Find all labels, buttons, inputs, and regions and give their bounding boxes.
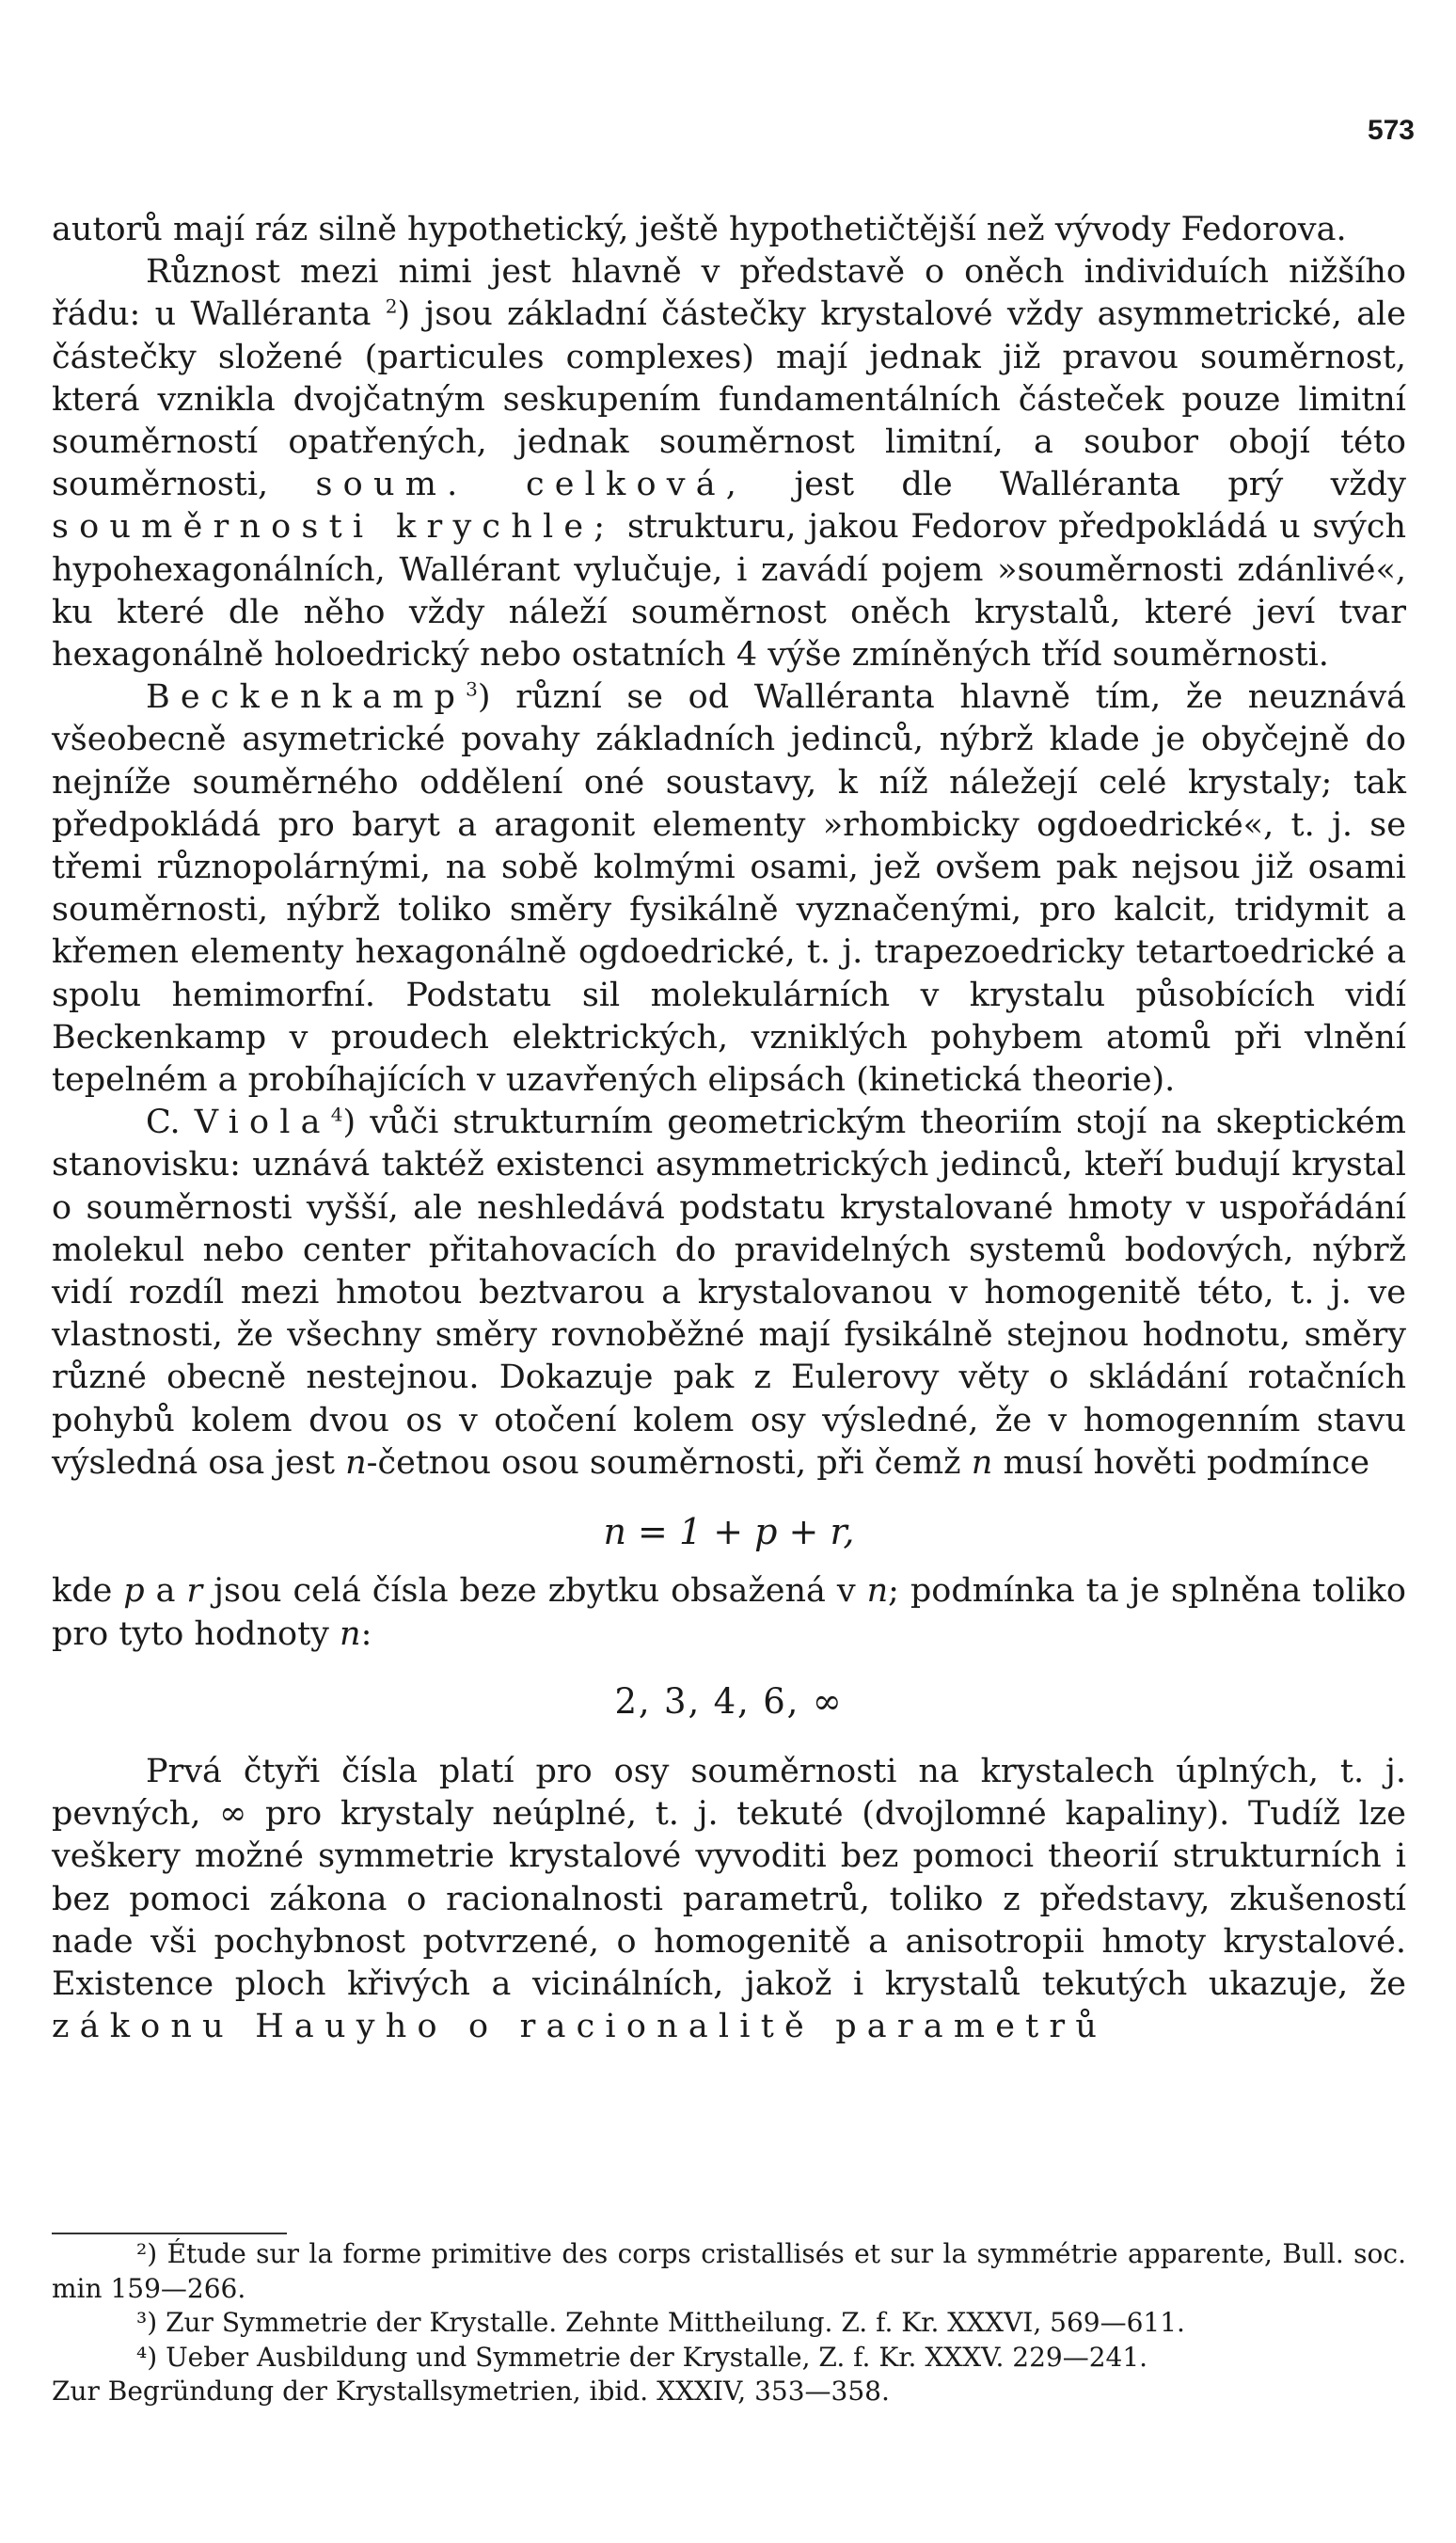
footnote-text: Ueber Ausbildung und Symmetrie der Krystalle, Z. f. Kr. XXXV. 229—241. (166, 2341, 1148, 2373)
paragraph-5-text-a: kde (52, 1572, 113, 1611)
footnote-4 (52, 2341, 1406, 2376)
spaced-term-celkova: soum. celková, (315, 466, 748, 504)
paragraph-4-text-b: -četnou osou souměrnosti, při čemž (366, 1443, 961, 1482)
paragraph-4-text-c: musí hověti podmínce (1003, 1443, 1370, 1482)
footnote-mark: ³) (136, 2307, 158, 2338)
paragraph-6-text: Prvá čtyři čísla platí pro osy souměrnosti na krystalech úplných, t. j. pevných, ∞ pro krystaly neúplné, t. j. tekuté (dvojlomné kapaliny). Tudíž lze veškery možné symmetrie krystalové vyvoditi bez pomoci theorií strukturních i bez pomoci zákona o racionalnosti parametrů, toliko z představy, zkušeností nade vši pochybnost potvrzené, o homogenitě a anisotropii hmoty krystalové. Existence ploch křivých a vicinálních, jakož i krystalů tekutých ukazuje, že (52, 1752, 1406, 2003)
variable-n: n (866, 1572, 889, 1611)
footnote-4-continued (52, 2375, 1406, 2409)
footnote-ref-3: 3 (466, 677, 478, 701)
paragraph-4-text-a: ) vůči strukturním geometrickým theoriím stojí na skeptickém stanovisku: uznává taktéž existenci asymmetrických jedinců, kteří budují krystal o souměrnosti vyšší, ale neshledává podstatu krystalované hmoty v uspořádání molekul nebo center přitahovacích do pravidelných systemů bodových, nýbrž vidí rozdíl mezi hmotou beztvarou a krystalovanou v homogenitě této, t. j. ve vlastnosti, že všechny směry rovnoběžné mají fysikálně stejnou hodnotu, směry různé obecně nestejnou. Dokazuje pak z Eulerovy věty o skládání rotačních pohybů kolem dvou os v otočení kolem osy výsledné, že v homogenním stavu výsledná osa jest (52, 1104, 1406, 1482)
paragraph-5-text-c: jsou celá čísla beze zbytku obsažená v (214, 1572, 856, 1611)
symmetry-values: 2, 3, 4, 6, ∞ (614, 1680, 844, 1722)
body-text (52, 209, 1406, 2048)
footnote-mark: ⁴) (136, 2341, 158, 2373)
footnote-divider (52, 2233, 287, 2234)
paragraph-2-text-c: jest dle Walléranta prý vždy (794, 466, 1406, 504)
variable-n: n (971, 1443, 993, 1482)
spaced-term-krychle: souměrnosti krychle; (52, 508, 616, 547)
paragraph-3 (52, 676, 1406, 1102)
spaced-term-hauy-law: zákonu Hauyho o racionalitě parametrů (52, 2008, 1108, 2046)
footnote-2 (52, 2237, 1406, 2306)
paragraph-5-text-b: a (155, 1572, 176, 1611)
spaced-name-viola: Viola (194, 1104, 331, 1142)
footnotes (52, 2237, 1406, 2409)
paragraph-2-text-a: Různost mezi nimi jest hlavně v představě o oněch individuích nižšího řádu: u Walléranta (52, 253, 1406, 334)
paragraph-5 (52, 1570, 1406, 1655)
formula: n = 1 + p + r, (603, 1511, 855, 1553)
paragraph-1-text: autorů mají ráz silně hypothetický, ještě hypothetičtější než vývody Fedorova. (52, 211, 1347, 248)
paragraph-2-text-d: strukturu, jakou Fedorov předpokládá u svých hypohexagonálních, Wallérant vylučuje, i zavádí pojem »souměrnosti zdánlivé«, ku které dle něho vždy náleží souměrnost oněch krystalů, které jeví tvar hexagonálně holoedrický nebo ostatních 4 výše zmíněných tříd souměrnosti. (52, 508, 1406, 675)
paragraph-2 (52, 251, 1406, 676)
paragraph-2-text-b: ) jsou základní částečky krystalové vždy asymmetrické, ale částečky složené (particules complexes) mají jednak již pravou souměrnost, která vznikla dvojčatným seskupením fundamentálních částeček pouze limitní souměrností opatřených, jednak souměrnost limitní, a soubor obojí této souměrnosti, (52, 295, 1406, 504)
paragraph-5-text-e: : (360, 1614, 372, 1653)
paragraph-6 (52, 1751, 1406, 2048)
footnote-text: Zur Symmetrie der Krystalle. Zehnte Mittheilung. Z. f. Kr. XXXVI, 569—611. (166, 2307, 1185, 2338)
paragraph-5-text-d: ; podmínka ta je splněna toliko pro tyto hodnoty (52, 1572, 1406, 1653)
footnote-3 (52, 2306, 1406, 2341)
page-number: 573 (1367, 115, 1415, 146)
paragraph-4 (52, 1102, 1406, 1485)
variable-n: n (345, 1443, 367, 1482)
footnote-mark: ²) (136, 2238, 158, 2269)
footnote-text: Zur Begründung der Krystallsymetrien, ibid. XXXIV, 353—358. (52, 2376, 890, 2407)
paragraph-1 (52, 209, 1406, 251)
footnote-ref-4: 4 (330, 1103, 343, 1126)
footnote-ref-2: 2 (385, 294, 398, 318)
paragraph-3-text: ) různí se od Walléranta hlavně tím, že neuznává všeobecně asymetrické povahy základních jedinců, nýbrž klade je obyčejně do nejníže souměrného oddělení oné soustavy, k níž náležejí celé krystaly; tak předpokládá pro baryt a aragonit elementy »rhombicky ogdoedrické«, t. j. se třemi různopolárnými, na sobě kolmými osami, jež ovšem pak nejsou již osami souměrnosti, nýbrž toliko směry fysikálně vyznačenými, pro kalcit, tridymit a křemen elementy hexagonálně ogdoedrické, t. j. trapezoedricky tetartoedrické a spolu hemimorfní. Podstatu sil molekulárních v krystalu působících vidí Beckenkamp v proudech elektrických, vzniklých pohybem atomů při vlnění tepelném a probíhajících v uzavřených elipsách (kinetická theorie). (52, 678, 1406, 1100)
variable-r: r (186, 1572, 203, 1611)
spaced-name-beckenkamp: Beckenkamp (146, 678, 467, 717)
variable-n: n (340, 1614, 361, 1653)
footnote-text: Étude sur la forme primitive des corps cristallisés et sur la symmétrie apparente, Bull. soc. min 159—266. (52, 2238, 1406, 2304)
variable-p: p (123, 1572, 145, 1611)
paragraph-4-initial: C. (146, 1104, 181, 1142)
